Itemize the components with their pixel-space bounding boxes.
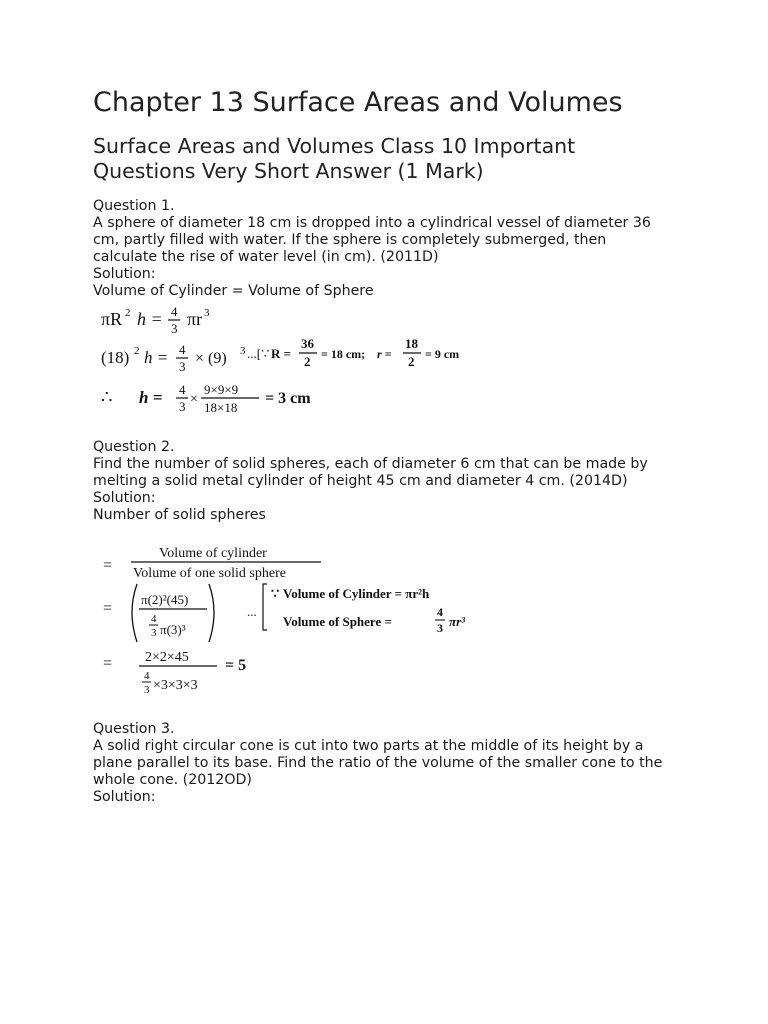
- q1-line1-h: h =: [137, 309, 163, 329]
- q2-bracket: [263, 584, 267, 630]
- question-1-equations: [99, 300, 519, 427]
- q2-because: ∵: [271, 586, 280, 601]
- q2-big-den-frac-num: 4: [151, 613, 157, 625]
- q1-line2-dots: ...[∵: [247, 346, 270, 361]
- q1-R-label: R =: [271, 346, 292, 361]
- q1-line2-times: × (9): [195, 350, 227, 367]
- q2-calc-den-rest: ×3×3×3: [153, 678, 198, 693]
- q1-line1-frac-den: 3: [171, 321, 178, 336]
- question-1: [93, 198, 673, 300]
- question-3: [93, 721, 673, 806]
- q1-line3-result: = 3 cm: [265, 390, 311, 407]
- q1-line3-frac-num: 4: [179, 382, 186, 397]
- q1-line1-lhs: πR: [101, 309, 123, 329]
- q2-dots: ...: [247, 604, 257, 619]
- q2-sph-rest: πr³: [449, 614, 466, 629]
- q2-ratio-den: Volume of one solid sphere: [133, 566, 286, 581]
- q1-line3-num: 9×9×9: [204, 382, 239, 397]
- section-heading: Surface Areas and Volumes Class 10 Important Questions Very Short Answer (1 Mark): [93, 134, 576, 183]
- q2-cyl-formula: Volume of Cylinder = πr²h: [283, 586, 430, 601]
- q2-eq3: =: [103, 655, 113, 672]
- q1-line2-lhs: (18): [101, 348, 130, 367]
- q2-ratio-num: Volume of cylinder: [159, 546, 267, 561]
- q1-line2-sup3: 3: [240, 345, 246, 357]
- q2-sph-formula: Volume of Sphere =: [283, 614, 392, 629]
- q1-line1-rhs: πr: [187, 309, 203, 329]
- q1-R-num: 36: [301, 336, 314, 351]
- q1-r-val: = 9 cm: [425, 347, 460, 361]
- q1-line3-den: 18×18: [204, 400, 238, 415]
- q2-sph-frac-num: 4: [437, 605, 443, 619]
- q2-calc-num: 2×2×45: [145, 650, 189, 665]
- question-2-solution-label: Solution:: [93, 490, 156, 506]
- q1-line2-h: h =: [144, 348, 169, 367]
- question-1-text: A sphere of diameter 18 cm is dropped into a cylindrical vessel of diameter 36 cm, partly filled with water. If the sphere is completely submerged, then calculate the rise of water level (in cm). (2011D): [93, 215, 651, 265]
- q2-left-paren: [132, 584, 137, 642]
- question-2-number: Question 2.: [93, 439, 175, 455]
- chapter-heading: Chapter 13 Surface Areas and Volumes: [93, 87, 623, 118]
- q1-therefore-symbol: ∴: [101, 387, 113, 407]
- q1-line2-frac-num: 4: [179, 342, 186, 357]
- q2-sph-frac-den: 3: [437, 621, 443, 635]
- question-3-solution-label: Solution:: [93, 789, 156, 805]
- q2-calc-den-frac-num: 4: [144, 670, 150, 682]
- q1-r-den: 2: [408, 354, 415, 369]
- q1-line1-frac-num: 4: [171, 304, 178, 319]
- question-3-text: A solid right circular cone is cut into two parts at the middle of its height by a plane parallel to its base. Find the ratio of the volume of the smaller cone to the whole cone. (2012OD): [93, 738, 663, 788]
- q2-big-num: π(2)²(45): [141, 592, 189, 607]
- q2-right-paren: [209, 584, 214, 642]
- q2-calc-den-frac-den: 3: [144, 684, 150, 696]
- q2-eq2: =: [103, 600, 113, 617]
- question-1-solution-text: Volume of Cylinder = Volume of Sphere: [93, 283, 374, 299]
- q1-line1-sup3: 3: [204, 307, 210, 319]
- q2-eq1: =: [103, 557, 113, 574]
- q1-line2-frac-den: 3: [179, 359, 186, 374]
- question-2-math-svg: [99, 540, 519, 700]
- q2-big-den-frac-den: 3: [151, 627, 157, 639]
- q1-R-den: 2: [304, 354, 311, 369]
- question-3-number: Question 3.: [93, 721, 175, 737]
- q1-line2-sup2: 2: [134, 345, 140, 357]
- q1-line1-sup2: 2: [125, 307, 131, 319]
- question-1-math-svg: [99, 300, 519, 422]
- question-2-solution-text: Number of solid spheres: [93, 507, 266, 523]
- question-2-text: Find the number of solid spheres, each of diameter 6 cm that can be made by melting a solid metal cylinder of height 45 cm and diameter 4 cm. (2014D): [93, 456, 648, 489]
- question-2: [93, 439, 673, 524]
- q1-line3-times: ×: [190, 392, 198, 407]
- q1-r-label: r =: [377, 347, 392, 361]
- q2-big-den-rest: π(3)³: [160, 622, 186, 637]
- q1-R-val: = 18 cm;: [321, 347, 366, 361]
- q1-r-num: 18: [405, 336, 418, 351]
- q2-result: = 5: [225, 657, 247, 674]
- question-1-solution-label: Solution:: [93, 266, 156, 282]
- question-1-number: Question 1.: [93, 198, 175, 214]
- q1-line3-frac-den: 3: [179, 399, 186, 414]
- question-2-equations: [99, 540, 519, 705]
- q1-line3-h: h =: [139, 388, 163, 407]
